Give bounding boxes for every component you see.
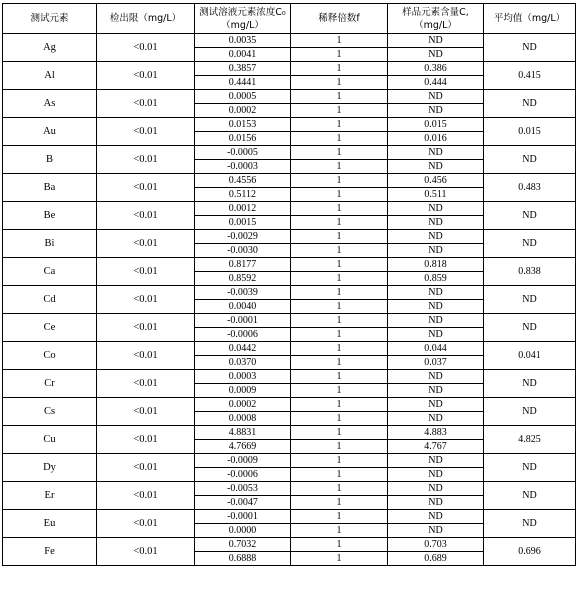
header-detection-limit: 检出限（mg/L） [97, 4, 195, 34]
detection-limit-cell: <0.01 [97, 510, 195, 538]
dilution-factor-cell: 1 [291, 146, 388, 160]
detection-limit-cell: <0.01 [97, 342, 195, 370]
average-cell: ND [484, 370, 576, 398]
solution-concentration-cell: 0.0442 [195, 342, 291, 356]
sample-content-cell: 0.037 [388, 356, 484, 370]
header-element: 测试元素 [3, 4, 97, 34]
dilution-factor-cell: 1 [291, 398, 388, 412]
detection-limit-cell: <0.01 [97, 118, 195, 146]
sample-content-cell: ND [388, 90, 484, 104]
sample-content-cell: ND [388, 146, 484, 160]
table-row [3, 174, 576, 188]
dilution-factor-cell: 1 [291, 426, 388, 440]
dilution-factor-cell: 1 [291, 216, 388, 230]
detection-limit-cell: <0.01 [97, 398, 195, 426]
solution-concentration-cell: 0.0040 [195, 300, 291, 314]
average-cell: ND [484, 454, 576, 482]
average-cell: 0.415 [484, 62, 576, 90]
dilution-factor-cell: 1 [291, 300, 388, 314]
sample-content-cell: 0.386 [388, 62, 484, 76]
element-cell: Fe [3, 538, 97, 566]
sample-content-cell: ND [388, 468, 484, 482]
solution-concentration-cell: 0.0015 [195, 216, 291, 230]
sample-content-cell: ND [388, 216, 484, 230]
solution-concentration-cell: 0.4441 [195, 76, 291, 90]
element-cell: Co [3, 342, 97, 370]
dilution-factor-cell: 1 [291, 454, 388, 468]
element-cell: Al [3, 62, 97, 90]
dilution-factor-cell: 1 [291, 328, 388, 342]
solution-concentration-cell: -0.0003 [195, 160, 291, 174]
dilution-factor-cell: 1 [291, 258, 388, 272]
solution-concentration-cell: 0.6888 [195, 552, 291, 566]
table-row [3, 370, 576, 384]
sample-content-cell: 0.859 [388, 272, 484, 286]
solution-concentration-cell: -0.0030 [195, 244, 291, 258]
table-row [3, 342, 576, 356]
element-cell: Bi [3, 230, 97, 258]
table-row [3, 258, 576, 272]
detection-limit-cell: <0.01 [97, 370, 195, 398]
solution-concentration-cell: -0.0029 [195, 230, 291, 244]
dilution-factor-cell: 1 [291, 482, 388, 496]
solution-concentration-cell: -0.0053 [195, 482, 291, 496]
average-cell: ND [484, 146, 576, 174]
average-cell: 4.825 [484, 426, 576, 454]
sample-content-cell: ND [388, 286, 484, 300]
dilution-factor-cell: 1 [291, 62, 388, 76]
header-row [3, 4, 576, 34]
solution-concentration-cell: 0.0153 [195, 118, 291, 132]
solution-concentration-cell: 0.0035 [195, 34, 291, 48]
solution-concentration-cell: 4.8831 [195, 426, 291, 440]
table-row [3, 510, 576, 524]
dilution-factor-cell: 1 [291, 244, 388, 258]
detection-limit-cell: <0.01 [97, 538, 195, 566]
element-cell: Ag [3, 34, 97, 62]
solution-concentration-cell: -0.0001 [195, 510, 291, 524]
table-row [3, 398, 576, 412]
dilution-factor-cell: 1 [291, 174, 388, 188]
sample-content-cell: ND [388, 384, 484, 398]
sample-content-cell: ND [388, 370, 484, 384]
table-row [3, 314, 576, 328]
element-cell: Cr [3, 370, 97, 398]
dilution-factor-cell: 1 [291, 538, 388, 552]
sample-content-cell: 0.689 [388, 552, 484, 566]
dilution-factor-cell: 1 [291, 118, 388, 132]
sample-content-cell: 0.818 [388, 258, 484, 272]
detection-limit-cell: <0.01 [97, 258, 195, 286]
detection-limit-cell: <0.01 [97, 230, 195, 258]
average-cell: ND [484, 314, 576, 342]
detection-limit-cell: <0.01 [97, 314, 195, 342]
solution-concentration-cell: -0.0047 [195, 496, 291, 510]
solution-concentration-cell: -0.0006 [195, 468, 291, 482]
sample-content-cell: ND [388, 202, 484, 216]
dilution-factor-cell: 1 [291, 286, 388, 300]
dilution-factor-cell: 1 [291, 48, 388, 62]
element-cell: As [3, 90, 97, 118]
solution-concentration-cell: 0.0002 [195, 104, 291, 118]
dilution-factor-cell: 1 [291, 230, 388, 244]
solution-concentration-cell: -0.0039 [195, 286, 291, 300]
detection-limit-cell: <0.01 [97, 62, 195, 90]
solution-concentration-cell: 0.0002 [195, 398, 291, 412]
average-cell: 0.483 [484, 174, 576, 202]
table-row [3, 146, 576, 160]
sample-content-cell: 0.511 [388, 188, 484, 202]
detection-limit-cell: <0.01 [97, 202, 195, 230]
table-row [3, 230, 576, 244]
sample-content-cell: ND [388, 300, 484, 314]
average-cell: ND [484, 398, 576, 426]
detection-limit-cell: <0.01 [97, 426, 195, 454]
solution-concentration-cell: -0.0009 [195, 454, 291, 468]
solution-concentration-cell: 0.7032 [195, 538, 291, 552]
dilution-factor-cell: 1 [291, 132, 388, 146]
detection-limit-cell: <0.01 [97, 286, 195, 314]
detection-limit-cell: <0.01 [97, 146, 195, 174]
solution-concentration-cell: 4.7669 [195, 440, 291, 454]
table-body [3, 34, 576, 566]
element-cell: Au [3, 118, 97, 146]
sample-content-cell: ND [388, 244, 484, 258]
table-row [3, 538, 576, 552]
sample-content-cell: ND [388, 160, 484, 174]
sample-content-cell: 4.883 [388, 426, 484, 440]
header-average: 平均值（mg/L） [484, 4, 576, 34]
detection-limit-cell: <0.01 [97, 34, 195, 62]
table-row [3, 118, 576, 132]
results-table [2, 3, 576, 566]
sample-content-cell: ND [388, 412, 484, 426]
element-cell: Cs [3, 398, 97, 426]
solution-concentration-cell: 0.0003 [195, 370, 291, 384]
header-sample-content: 样品元素含量C,（mg/L） [388, 4, 484, 34]
element-cell: Be [3, 202, 97, 230]
element-cell: Cd [3, 286, 97, 314]
table-row [3, 482, 576, 496]
sample-content-cell: 4.767 [388, 440, 484, 454]
sample-content-cell: ND [388, 48, 484, 62]
sample-content-cell: ND [388, 482, 484, 496]
dilution-factor-cell: 1 [291, 160, 388, 174]
solution-concentration-cell: 0.4556 [195, 174, 291, 188]
dilution-factor-cell: 1 [291, 440, 388, 454]
sample-content-cell: ND [388, 230, 484, 244]
element-cell: Eu [3, 510, 97, 538]
sample-content-cell: 0.015 [388, 118, 484, 132]
solution-concentration-cell: -0.0006 [195, 328, 291, 342]
detection-limit-cell: <0.01 [97, 482, 195, 510]
solution-concentration-cell: 0.0370 [195, 356, 291, 370]
dilution-factor-cell: 1 [291, 468, 388, 482]
sample-content-cell: 0.444 [388, 76, 484, 90]
detection-limit-cell: <0.01 [97, 174, 195, 202]
dilution-factor-cell: 1 [291, 510, 388, 524]
solution-concentration-cell: 0.0009 [195, 384, 291, 398]
average-cell: ND [484, 510, 576, 538]
average-cell: 0.696 [484, 538, 576, 566]
sample-content-cell: ND [388, 524, 484, 538]
dilution-factor-cell: 1 [291, 412, 388, 426]
average-cell: ND [484, 482, 576, 510]
dilution-factor-cell: 1 [291, 384, 388, 398]
sample-content-cell: ND [388, 510, 484, 524]
sample-content-cell: ND [388, 454, 484, 468]
solution-concentration-cell: 0.0041 [195, 48, 291, 62]
dilution-factor-cell: 1 [291, 76, 388, 90]
sample-content-cell: 0.456 [388, 174, 484, 188]
dilution-factor-cell: 1 [291, 552, 388, 566]
solution-concentration-cell: 0.0012 [195, 202, 291, 216]
element-cell: Ce [3, 314, 97, 342]
solution-concentration-cell: -0.0005 [195, 146, 291, 160]
table-row [3, 90, 576, 104]
dilution-factor-cell: 1 [291, 272, 388, 286]
sample-content-cell: 0.044 [388, 342, 484, 356]
sample-content-cell: ND [388, 328, 484, 342]
element-cell: Ca [3, 258, 97, 286]
dilution-factor-cell: 1 [291, 370, 388, 384]
dilution-factor-cell: 1 [291, 342, 388, 356]
average-cell: ND [484, 34, 576, 62]
sample-content-cell: 0.703 [388, 538, 484, 552]
solution-concentration-cell: 0.0000 [195, 524, 291, 538]
solution-concentration-cell: 0.0156 [195, 132, 291, 146]
sample-content-cell: ND [388, 398, 484, 412]
element-cell: Dy [3, 454, 97, 482]
table-row [3, 202, 576, 216]
element-cell: B [3, 146, 97, 174]
element-cell: Er [3, 482, 97, 510]
dilution-factor-cell: 1 [291, 34, 388, 48]
dilution-factor-cell: 1 [291, 90, 388, 104]
detection-limit-cell: <0.01 [97, 454, 195, 482]
table-row [3, 286, 576, 300]
average-cell: ND [484, 286, 576, 314]
element-cell: Cu [3, 426, 97, 454]
solution-concentration-cell: 0.8592 [195, 272, 291, 286]
dilution-factor-cell: 1 [291, 524, 388, 538]
table-row [3, 34, 576, 48]
average-cell: ND [484, 230, 576, 258]
sample-content-cell: ND [388, 314, 484, 328]
dilution-factor-cell: 1 [291, 104, 388, 118]
dilution-factor-cell: 1 [291, 356, 388, 370]
header-dilution-factor: 稀释倍数f [291, 4, 388, 34]
solution-concentration-cell: 0.0005 [195, 90, 291, 104]
dilution-factor-cell: 1 [291, 202, 388, 216]
sample-content-cell: ND [388, 496, 484, 510]
average-cell: ND [484, 90, 576, 118]
header-solution-concentration: 测试溶液元素浓度C₀（mg/L） [195, 4, 291, 34]
solution-concentration-cell: -0.0001 [195, 314, 291, 328]
average-cell: 0.838 [484, 258, 576, 286]
solution-concentration-cell: 0.3857 [195, 62, 291, 76]
average-cell: 0.015 [484, 118, 576, 146]
average-cell: ND [484, 202, 576, 230]
sample-content-cell: ND [388, 104, 484, 118]
dilution-factor-cell: 1 [291, 314, 388, 328]
solution-concentration-cell: 0.5112 [195, 188, 291, 202]
solution-concentration-cell: 0.8177 [195, 258, 291, 272]
table-row [3, 62, 576, 76]
sample-content-cell: 0.016 [388, 132, 484, 146]
dilution-factor-cell: 1 [291, 496, 388, 510]
element-cell: Ba [3, 174, 97, 202]
solution-concentration-cell: 0.0008 [195, 412, 291, 426]
table-row [3, 426, 576, 440]
sample-content-cell: ND [388, 34, 484, 48]
detection-limit-cell: <0.01 [97, 90, 195, 118]
average-cell: 0.041 [484, 342, 576, 370]
dilution-factor-cell: 1 [291, 188, 388, 202]
table-row [3, 454, 576, 468]
